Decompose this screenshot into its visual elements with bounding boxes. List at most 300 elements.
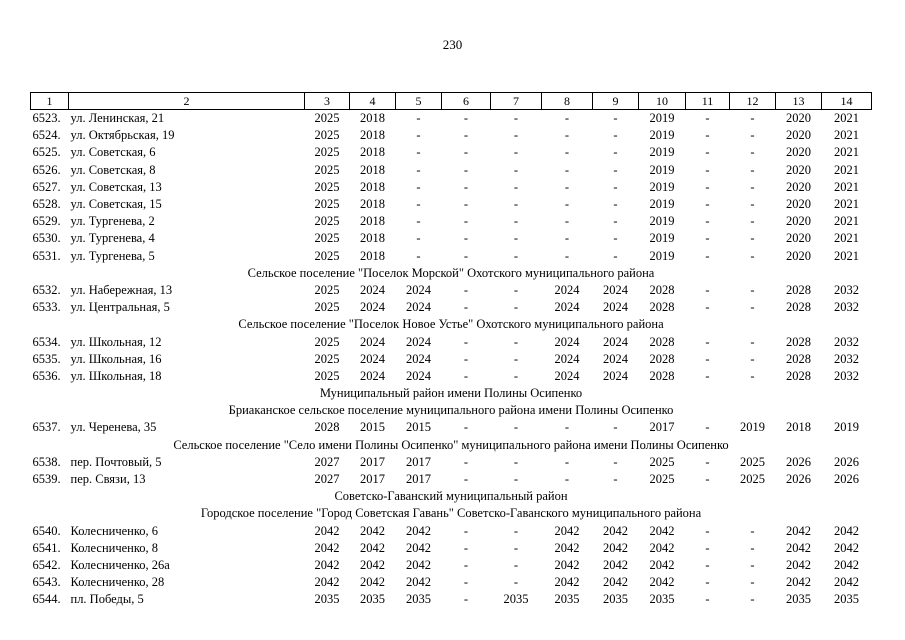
year-cell-col-7: - <box>513 300 519 315</box>
year-cell-col-7: - <box>513 197 519 212</box>
year-cell-col-13: 2020 <box>786 179 811 194</box>
year-cell-col-7: - <box>513 214 519 229</box>
address-cell: ул. Тургенева, 5 <box>70 248 155 263</box>
year-cell-col-12: - <box>750 300 755 315</box>
year-cell-col-6: - <box>463 420 469 435</box>
year-cell-col-12: - <box>750 128 755 143</box>
year-cell-col-3: 2025 <box>314 128 340 143</box>
year-cell-col-9: - <box>613 214 618 229</box>
year-cell-col-5: - <box>416 214 421 229</box>
year-cell-col-10: 2019 <box>649 231 675 246</box>
row-number: 6524. <box>32 128 61 143</box>
year-cell-col-12: - <box>750 197 755 212</box>
year-cell-col-13: 2028 <box>786 368 811 383</box>
year-cell-col-7: - <box>513 334 519 349</box>
year-cell-col-4: 2018 <box>360 214 385 229</box>
row-number: 6529. <box>32 214 61 229</box>
year-cell-col-6: - <box>463 540 469 555</box>
year-cell-col-5: - <box>416 197 421 212</box>
year-cell-col-3: 2025 <box>314 231 340 246</box>
address-cell: ул. Ленинская, 21 <box>70 111 165 126</box>
row-number: 6526. <box>32 162 61 177</box>
year-cell-col-11: - <box>705 523 710 538</box>
year-cell-col-3: 2025 <box>314 197 340 212</box>
year-cell-col-12: - <box>750 282 755 297</box>
year-cell-col-13: 2042 <box>786 523 811 538</box>
year-cell-col-4: 2018 <box>360 248 385 263</box>
year-cell-col-10: 2028 <box>649 351 675 366</box>
register-table <box>30 92 872 608</box>
section-header-row <box>31 437 872 454</box>
year-cell-col-4: 2018 <box>360 111 385 126</box>
year-cell-col-10: 2019 <box>649 214 675 229</box>
page-number: 230 <box>442 37 463 52</box>
year-cell-col-12: - <box>750 231 755 246</box>
row-number: 6527. <box>32 179 61 194</box>
year-cell-col-13: 2018 <box>786 420 811 435</box>
row-number: 6539. <box>32 472 61 487</box>
year-cell-col-4: 2042 <box>360 575 385 590</box>
year-cell-col-4: 2024 <box>360 368 385 383</box>
address-cell: Колесниченко, 8 <box>70 540 159 555</box>
year-cell-col-12: - <box>750 592 755 607</box>
section-title: Городское поселение "Город Советская Гавань" Советско-Гаванского муниципального района <box>200 506 702 521</box>
year-cell-col-9: - <box>613 454 618 469</box>
year-cell-col-11: - <box>705 300 710 315</box>
year-cell-col-5: - <box>416 231 421 246</box>
year-cell-col-8: - <box>564 231 570 246</box>
year-cell-col-6: - <box>463 248 469 263</box>
year-cell-col-12: - <box>750 523 755 538</box>
section-header-row <box>31 265 872 282</box>
year-cell-col-13: 2020 <box>786 145 811 160</box>
year-cell-col-3: 2042 <box>314 557 340 572</box>
row-number: 6535. <box>32 351 61 366</box>
address-cell: Колесниченко, 28 <box>70 575 165 590</box>
year-cell-col-9: - <box>613 472 618 487</box>
year-cell-col-6: - <box>463 454 469 469</box>
year-cell-col-6: - <box>463 523 469 538</box>
year-cell-col-9: - <box>613 111 618 126</box>
year-cell-col-10: 2042 <box>649 540 675 555</box>
year-cell-col-11: - <box>705 368 710 383</box>
year-cell-col-13: 2020 <box>786 214 811 229</box>
year-cell-col-5: 2035 <box>406 592 431 607</box>
year-cell-col-13: 2026 <box>786 472 811 487</box>
address-cell: ул. Школьная, 16 <box>70 351 162 366</box>
year-cell-col-9: - <box>613 231 618 246</box>
table-row <box>31 162 872 179</box>
year-cell-col-3: 2025 <box>314 214 340 229</box>
table-row <box>31 454 872 471</box>
year-cell-col-4: 2017 <box>360 454 385 469</box>
year-cell-col-6: - <box>463 214 469 229</box>
year-cell-col-10: 2019 <box>649 111 675 126</box>
year-cell-col-7: - <box>513 282 519 297</box>
year-cell-col-5: 2015 <box>406 420 431 435</box>
year-cell-col-3: 2025 <box>314 368 340 383</box>
year-cell-col-11: - <box>705 334 710 349</box>
year-cell-col-6: - <box>463 300 469 315</box>
table-row <box>31 419 872 436</box>
year-cell-col-8: - <box>564 214 570 229</box>
year-cell-col-5: - <box>416 128 421 143</box>
row-number: 6544. <box>32 592 61 607</box>
year-cell-col-4: 2024 <box>360 300 385 315</box>
year-cell-col-11: - <box>705 197 710 212</box>
table-row <box>31 574 872 591</box>
table-row <box>31 471 872 488</box>
address-cell: ул. Советская, 13 <box>70 179 162 194</box>
year-cell-col-14: 2021 <box>834 179 859 194</box>
year-cell-col-9: - <box>613 162 618 177</box>
year-cell-col-14: 2021 <box>834 231 859 246</box>
year-cell-col-3: 2025 <box>314 351 340 366</box>
year-cell-col-10: 2025 <box>649 454 675 469</box>
column-header-13: 13 <box>776 93 822 110</box>
table-row <box>31 248 872 265</box>
year-cell-col-6: - <box>463 282 469 297</box>
year-cell-col-9: 2024 <box>603 368 628 383</box>
address-cell: ул. Советская, 15 <box>70 197 162 212</box>
table-row <box>31 540 872 557</box>
address-cell: ул. Тургенева, 4 <box>70 231 155 246</box>
year-cell-col-8: 2024 <box>554 351 580 366</box>
year-cell-col-12: - <box>750 351 755 366</box>
year-cell-col-9: 2024 <box>603 351 628 366</box>
year-cell-col-14: 2032 <box>834 368 859 383</box>
year-cell-col-6: - <box>463 179 469 194</box>
year-cell-col-6: - <box>463 145 469 160</box>
address-cell: ул. Тургенева, 2 <box>70 214 155 229</box>
section-title: Бриаканское сельское поселение муниципального района имени Полины Осипенко <box>228 403 674 418</box>
year-cell-col-8: - <box>564 248 570 263</box>
row-number: 6523. <box>32 111 61 126</box>
header-row <box>31 93 872 110</box>
year-cell-col-13: 2026 <box>786 454 811 469</box>
row-number: 6531. <box>32 248 61 263</box>
year-cell-col-14: 2021 <box>834 162 859 177</box>
year-cell-col-7: - <box>513 540 519 555</box>
column-header-14: 14 <box>822 93 872 110</box>
year-cell-col-14: 2032 <box>834 300 859 315</box>
column-header-2: 2 <box>69 93 305 110</box>
row-number: 6540. <box>32 523 61 538</box>
year-cell-col-3: 2027 <box>314 454 340 469</box>
column-header-10: 10 <box>639 93 686 110</box>
year-cell-col-8: 2024 <box>554 368 580 383</box>
address-cell: пл. Победы, 5 <box>70 592 144 607</box>
row-number: 6534. <box>32 334 61 349</box>
year-cell-col-9: 2024 <box>603 300 628 315</box>
year-cell-col-12: - <box>750 179 755 194</box>
year-cell-col-3: 2025 <box>314 179 340 194</box>
table-row <box>31 523 872 540</box>
row-number: 6525. <box>32 145 61 160</box>
year-cell-col-6: - <box>463 368 469 383</box>
year-cell-col-5: - <box>416 179 421 194</box>
year-cell-col-13: 2020 <box>786 111 811 126</box>
year-cell-col-10: 2028 <box>649 368 675 383</box>
row-number: 6541. <box>32 540 61 555</box>
year-cell-col-8: - <box>564 162 570 177</box>
year-cell-col-11: - <box>705 351 710 366</box>
year-cell-col-14: 2021 <box>834 128 859 143</box>
year-cell-col-10: 2019 <box>649 179 675 194</box>
year-cell-col-5: - <box>416 162 421 177</box>
year-cell-col-9: - <box>613 420 618 435</box>
year-cell-col-9: - <box>613 248 618 263</box>
year-cell-col-10: 2019 <box>649 145 675 160</box>
year-cell-col-12: - <box>750 145 755 160</box>
table-row <box>31 368 872 385</box>
year-cell-col-6: - <box>463 197 469 212</box>
year-cell-col-14: 2035 <box>834 592 859 607</box>
column-header-1: 1 <box>31 93 69 110</box>
year-cell-col-3: 2028 <box>314 420 340 435</box>
year-cell-col-3: 2025 <box>314 300 340 315</box>
address-cell: пер. Связи, 13 <box>70 472 146 487</box>
year-cell-col-3: 2025 <box>314 145 340 160</box>
year-cell-col-8: 2042 <box>554 523 580 538</box>
year-cell-col-14: 2021 <box>834 248 859 263</box>
address-cell: ул. Октябрьская, 19 <box>70 128 175 143</box>
section-title: Советско-Гаванский муниципальный район <box>334 489 568 504</box>
year-cell-col-13: 2035 <box>786 592 811 607</box>
year-cell-col-11: - <box>705 214 710 229</box>
year-cell-col-12: 2025 <box>740 454 765 469</box>
year-cell-col-14: 2021 <box>834 145 859 160</box>
year-cell-col-9: - <box>613 197 618 212</box>
year-cell-col-8: - <box>564 197 570 212</box>
year-cell-col-12: - <box>750 111 755 126</box>
year-cell-col-11: - <box>705 575 710 590</box>
year-cell-col-4: 2018 <box>360 162 385 177</box>
year-cell-col-12: - <box>750 557 755 572</box>
year-cell-col-5: 2017 <box>406 454 431 469</box>
year-cell-col-4: 2042 <box>360 557 385 572</box>
year-cell-col-12: 2025 <box>740 472 765 487</box>
row-number: 6530. <box>32 231 61 246</box>
year-cell-col-13: 2028 <box>786 282 811 297</box>
table-row <box>31 282 872 299</box>
year-cell-col-14: 2032 <box>834 334 859 349</box>
year-cell-col-11: - <box>705 128 710 143</box>
year-cell-col-8: - <box>564 145 570 160</box>
address-cell: ул. Советская, 8 <box>70 162 156 177</box>
address-cell: Колесниченко, 6 <box>70 523 159 538</box>
year-cell-col-10: 2025 <box>649 472 675 487</box>
year-cell-col-9: - <box>613 179 618 194</box>
year-cell-col-6: - <box>463 231 469 246</box>
year-cell-col-11: - <box>705 557 710 572</box>
year-cell-col-3: 2025 <box>314 248 340 263</box>
table-row <box>31 196 872 213</box>
year-cell-col-4: 2017 <box>360 472 385 487</box>
year-cell-col-7: - <box>513 162 519 177</box>
row-number: 6532. <box>32 282 61 297</box>
year-cell-col-12: 2019 <box>740 420 765 435</box>
year-cell-col-12: - <box>750 368 755 383</box>
year-cell-col-11: - <box>705 248 710 263</box>
year-cell-col-12: - <box>750 162 755 177</box>
table-row <box>31 144 872 161</box>
year-cell-col-12: - <box>750 575 755 590</box>
year-cell-col-10: 2017 <box>649 420 675 435</box>
year-cell-col-8: - <box>564 111 570 126</box>
year-cell-col-7: - <box>513 231 519 246</box>
row-number: 6542. <box>32 557 61 572</box>
year-cell-col-4: 2042 <box>360 540 385 555</box>
year-cell-col-9: 2042 <box>603 557 628 572</box>
year-cell-col-13: 2020 <box>786 197 811 212</box>
year-cell-col-9: 2035 <box>603 592 628 607</box>
year-cell-col-7: - <box>513 248 519 263</box>
year-cell-col-3: 2042 <box>314 523 340 538</box>
column-header-12: 12 <box>730 93 776 110</box>
year-cell-col-14: 2032 <box>834 282 859 297</box>
year-cell-col-5: 2024 <box>406 300 431 315</box>
year-cell-col-7: - <box>513 557 519 572</box>
address-cell: ул. Центральная, 5 <box>70 300 170 315</box>
year-cell-col-14: 2021 <box>834 111 859 126</box>
year-cell-col-13: 2028 <box>786 300 811 315</box>
year-cell-col-11: - <box>705 472 710 487</box>
year-cell-col-9: 2024 <box>603 334 628 349</box>
year-cell-col-8: 2035 <box>554 592 580 607</box>
year-cell-col-14: 2042 <box>834 523 859 538</box>
year-cell-col-10: 2028 <box>649 334 675 349</box>
year-cell-col-7: - <box>513 351 519 366</box>
column-header-4: 4 <box>350 93 396 110</box>
year-cell-col-10: 2019 <box>649 162 675 177</box>
year-cell-col-14: 2026 <box>834 472 859 487</box>
year-cell-col-13: 2042 <box>786 575 811 590</box>
section-title: Сельское поселение "Поселок Новое Устье" Охотского муниципального района <box>238 317 664 332</box>
year-cell-col-3: 2042 <box>314 540 340 555</box>
year-cell-col-5: 2024 <box>406 334 431 349</box>
year-cell-col-8: 2024 <box>554 334 580 349</box>
table-row <box>31 179 872 196</box>
year-cell-col-11: - <box>705 454 710 469</box>
table-row <box>31 557 872 574</box>
year-cell-col-14: 2021 <box>834 197 859 212</box>
table-row <box>31 110 872 128</box>
year-cell-col-10: 2042 <box>649 523 675 538</box>
year-cell-col-7: - <box>513 420 519 435</box>
table-body <box>31 110 872 609</box>
column-header-8: 8 <box>542 93 593 110</box>
year-cell-col-6: - <box>463 334 469 349</box>
address-cell: Колесниченко, 26а <box>70 557 170 572</box>
section-header-row <box>31 385 872 402</box>
year-cell-col-5: - <box>416 145 421 160</box>
year-cell-col-6: - <box>463 592 469 607</box>
address-cell: ул. Школьная, 12 <box>70 334 162 349</box>
year-cell-col-8: 2042 <box>554 575 580 590</box>
year-cell-col-11: - <box>705 162 710 177</box>
year-cell-col-8: - <box>564 454 570 469</box>
year-cell-col-11: - <box>705 420 710 435</box>
year-cell-col-4: 2042 <box>360 523 385 538</box>
table-row <box>31 230 872 247</box>
year-cell-col-8: - <box>564 128 570 143</box>
year-cell-col-11: - <box>705 282 710 297</box>
year-cell-col-7: - <box>513 111 519 126</box>
year-cell-col-7: - <box>513 128 519 143</box>
year-cell-col-13: 2042 <box>786 557 811 572</box>
year-cell-col-13: 2028 <box>786 351 811 366</box>
year-cell-col-14: 2042 <box>834 557 859 572</box>
year-cell-col-12: - <box>750 540 755 555</box>
address-cell: ул. Набережная, 13 <box>70 282 173 297</box>
year-cell-col-3: 2025 <box>314 334 340 349</box>
year-cell-col-11: - <box>705 592 710 607</box>
year-cell-col-11: - <box>705 179 710 194</box>
year-cell-col-7: - <box>513 179 519 194</box>
year-cell-col-7: - <box>513 145 519 160</box>
address-cell: пер. Почтовый, 5 <box>70 454 162 469</box>
year-cell-col-7: 2035 <box>503 592 529 607</box>
year-cell-col-5: 2042 <box>406 523 431 538</box>
table-row <box>31 127 872 144</box>
year-cell-col-8: - <box>564 472 570 487</box>
year-cell-col-12: - <box>750 214 755 229</box>
year-cell-col-8: - <box>564 179 570 194</box>
year-cell-col-3: 2027 <box>314 472 340 487</box>
column-header-9: 9 <box>593 93 639 110</box>
year-cell-col-5: 2042 <box>406 557 431 572</box>
year-cell-col-4: 2035 <box>360 592 385 607</box>
year-cell-col-3: 2035 <box>314 592 340 607</box>
table-header <box>31 93 872 110</box>
year-cell-col-7: - <box>513 454 519 469</box>
address-cell: ул. Школьная, 18 <box>70 368 162 383</box>
year-cell-col-14: 2032 <box>834 351 859 366</box>
year-cell-col-6: - <box>463 128 469 143</box>
year-cell-col-3: 2042 <box>314 575 340 590</box>
year-cell-col-5: - <box>416 248 421 263</box>
year-cell-col-5: 2024 <box>406 351 431 366</box>
year-cell-col-4: 2018 <box>360 145 385 160</box>
year-cell-col-10: 2042 <box>649 575 675 590</box>
year-cell-col-13: 2020 <box>786 248 811 263</box>
year-cell-col-10: 2019 <box>649 128 675 143</box>
year-cell-col-3: 2025 <box>314 282 340 297</box>
row-number: 6533. <box>32 300 61 315</box>
year-cell-col-4: 2018 <box>360 179 385 194</box>
year-cell-col-11: - <box>705 111 710 126</box>
year-cell-col-11: - <box>705 540 710 555</box>
year-cell-col-9: 2042 <box>603 540 628 555</box>
year-cell-col-5: 2024 <box>406 368 431 383</box>
year-cell-col-9: 2024 <box>603 282 628 297</box>
year-cell-col-5: 2024 <box>406 282 431 297</box>
year-cell-col-6: - <box>463 351 469 366</box>
year-cell-col-4: 2018 <box>360 197 385 212</box>
year-cell-col-5: 2017 <box>406 472 431 487</box>
year-cell-col-4: 2024 <box>360 334 385 349</box>
year-cell-col-3: 2025 <box>314 162 340 177</box>
year-cell-col-10: 2042 <box>649 557 675 572</box>
section-header-row <box>31 316 872 333</box>
year-cell-col-5: 2042 <box>406 540 431 555</box>
section-header-row <box>31 488 872 505</box>
year-cell-col-8: 2024 <box>554 300 580 315</box>
section-title: Муниципальный район имени Полины Осипенко <box>319 386 583 401</box>
section-header-row <box>31 505 872 522</box>
year-cell-col-4: 2015 <box>360 420 385 435</box>
